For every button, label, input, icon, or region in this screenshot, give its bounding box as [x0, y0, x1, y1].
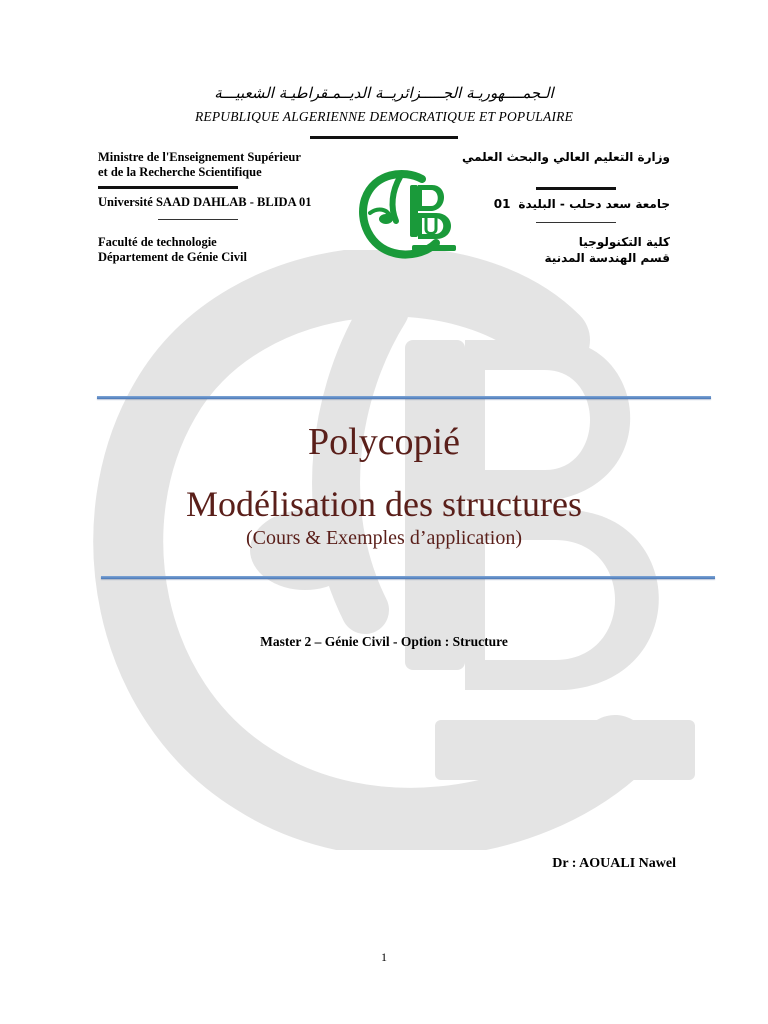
faculty-arabic-line: كلية التكنولوجيا	[578, 235, 670, 249]
republic-french-heading: REPUBLIQUE ALGERIENNE DEMOCRATIQUE ET POPULAIRE	[194, 109, 574, 124]
left-divider-thin	[158, 219, 238, 220]
faculty-arabic	[544, 234, 670, 266]
ministry-french-line1: Ministre de l'Enseignement Supérieur	[98, 150, 301, 164]
university-logo-icon	[356, 167, 464, 259]
right-divider-thick	[536, 187, 616, 190]
document-subtitle: (Cours & Exemples d’application)	[245, 527, 523, 549]
title-top-rule	[97, 396, 711, 399]
left-divider-thick	[98, 186, 238, 189]
republic-arabic-heading: الـجمــــهوريـة الجـــــزائريــة الديــمـقراطيـة الشعبيـــة	[214, 84, 554, 102]
university-arabic-number: 01	[493, 197, 511, 211]
ministry-french-line2: et de la Recherche Scientifique	[98, 165, 262, 179]
university-arabic	[494, 196, 670, 212]
ministry-french	[98, 150, 301, 180]
author-name: Dr : AOUALI Nawel	[552, 856, 676, 871]
university-logo-watermark-icon	[85, 250, 705, 850]
university-french: Université SAAD DAHLAB - BLIDA 01	[98, 195, 312, 209]
department-arabic-line: قسم الهندسة المدنية	[544, 251, 670, 265]
document-main-title: Modélisation des structures	[186, 484, 582, 524]
ministry-arabic: وزارة التعليم العالي والبحث العلمي	[461, 150, 670, 164]
department-french-line: Département de Génie Civil	[98, 250, 247, 264]
document-type-title: Polycopié	[308, 421, 460, 463]
university-arabic-name: جامعة سعد دحلب - البليدة	[518, 197, 670, 211]
faculty-french	[98, 235, 247, 265]
header-divider	[310, 136, 458, 139]
page-number: 1	[381, 950, 387, 964]
title-bottom-rule	[101, 576, 715, 579]
faculty-french-line: Faculté de technologie	[98, 235, 217, 249]
course-level: Master 2 – Génie Civil - Option : Structure	[260, 634, 508, 649]
right-divider-thin	[536, 222, 616, 223]
